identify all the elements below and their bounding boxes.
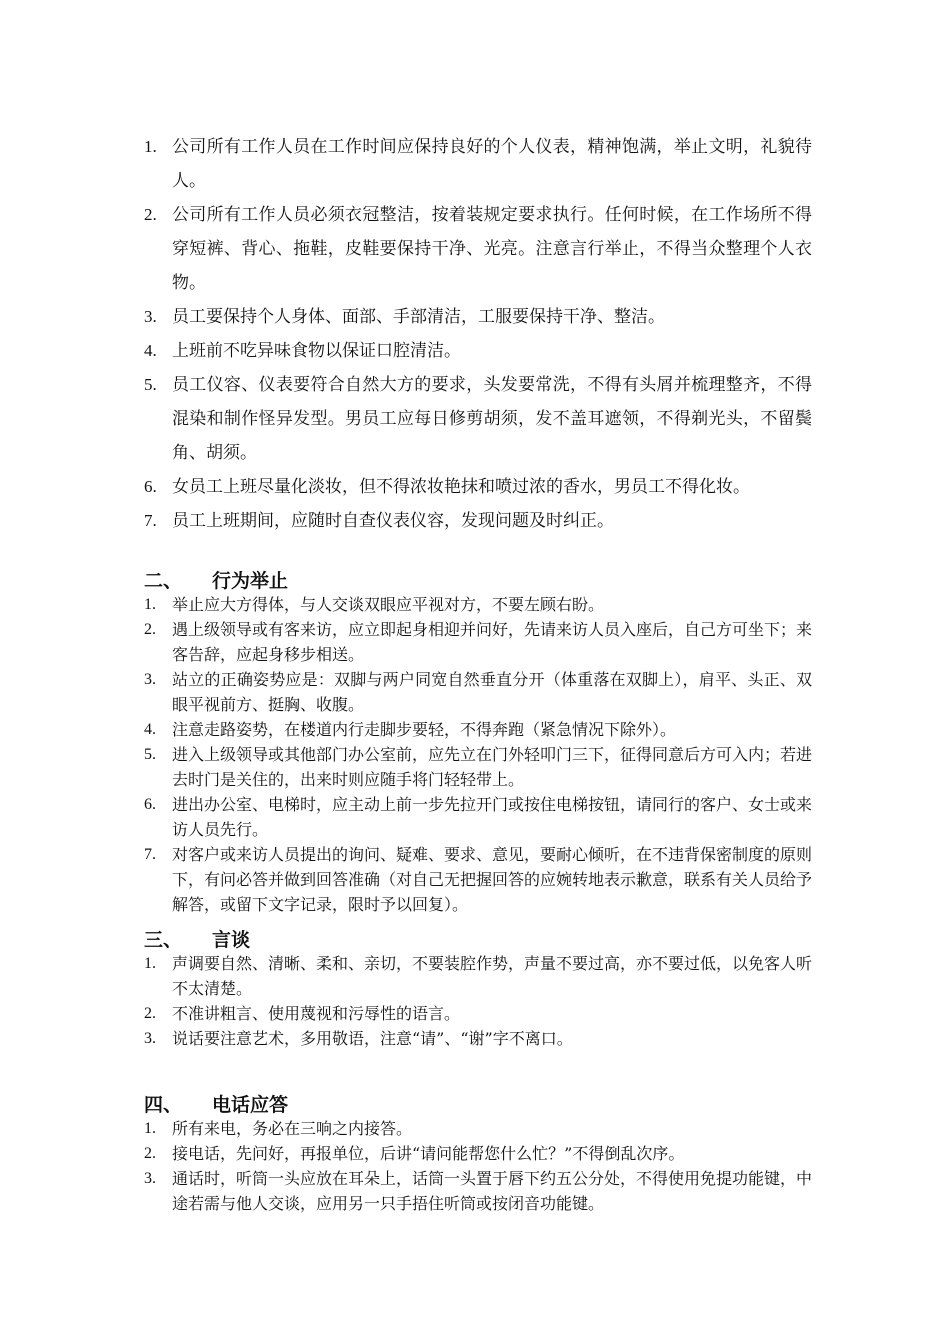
list-item [144, 470, 812, 504]
item-text: 女员工上班尽量化淡妆，但不得浓妆艳抹和喷过浓的香水，男员工不得化妆。 [172, 477, 750, 497]
section-number: 四、 [144, 1094, 183, 1116]
section-heading-speech [144, 927, 250, 953]
item-number: 2. [144, 1145, 156, 1162]
item-number: 1. [144, 1120, 156, 1137]
item-text: 进入上级领导或其他部门办公室前，应先立在门外轻叩门三下，征得同意后方可入内；若进去时门是关住的，出来时则应随手将门轻轻带上。 [172, 745, 813, 789]
item-number: 6. [144, 796, 156, 813]
item-text: 公司所有工作人员必须衣冠整洁，按着装规定要求执行。任何时候，在工作场所不得穿短裤、背心、拖鞋，皮鞋要保持干净、光亮。注意言行举止，不得当众整理个人衣物。 [172, 205, 812, 293]
speech-rules-list [144, 951, 812, 1051]
list-item [144, 1141, 812, 1166]
item-text: 所有来电，务必在三响之内接答。 [172, 1119, 413, 1138]
item-text: 注意走路姿势，在楼道内行走脚步要轻，不得奔跑（紧急情况下除外）。 [172, 720, 677, 739]
item-number: 3. [144, 1030, 156, 1047]
list-item [144, 617, 812, 667]
list-item [144, 717, 812, 742]
item-number: 5. [144, 746, 156, 763]
section-number: 二、 [144, 570, 183, 592]
section-title: 电话应答 [212, 1094, 289, 1116]
phone-rules-list [144, 1116, 812, 1216]
list-item [144, 300, 812, 334]
list-item [144, 742, 812, 792]
item-text: 声调要自然、清晰、柔和、亲切，不要装腔作势，声量不要过高，亦不要过低，以免客人听不太清楚。 [172, 954, 813, 998]
item-number: 3. [144, 307, 157, 326]
appearance-rules-list [144, 130, 812, 538]
item-number: 3. [144, 1170, 156, 1187]
item-number: 2. [144, 621, 156, 638]
list-item [144, 1166, 812, 1216]
section-heading-behavior [144, 568, 288, 594]
item-number: 1. [144, 596, 156, 613]
behavior-rules-list [144, 592, 812, 917]
list-item [144, 198, 812, 300]
item-number: 7. [144, 511, 157, 530]
item-text: 举止应大方得体，与人交谈双眼应平视对方，不要左顾右盼。 [172, 595, 605, 614]
item-text: 接电话，先问好，再报单位，后讲“请问能帮您什么忙？”不得倒乱次序。 [172, 1144, 685, 1163]
list-item [144, 592, 812, 617]
item-number: 5. [144, 375, 157, 394]
item-text: 通话时，听筒一头应放在耳朵上，话筒一头置于唇下约五公分处，不得使用免提功能键，中途若需与他人交谈，应用另一只手捂住听筒或按闭音功能键。 [172, 1169, 813, 1213]
list-item [144, 1001, 812, 1026]
item-text: 公司所有工作人员在工作时间应保持良好的个人仪表，精神饱满，举止文明，礼貌待人。 [172, 137, 812, 191]
list-item [144, 667, 812, 717]
list-item [144, 1026, 812, 1051]
item-number: 1. [144, 137, 157, 156]
list-item [144, 1116, 812, 1141]
item-number: 2. [144, 1005, 156, 1022]
item-text: 进出办公室、电梯时，应主动上前一步先拉开门或按住电梯按钮，请同行的客户、女士或来访人员先行。 [172, 795, 813, 839]
section-heading-phone [144, 1092, 288, 1118]
item-text: 上班前不吃异味食物以保证口腔清洁。 [172, 341, 461, 361]
section-number: 三、 [144, 929, 183, 951]
item-text: 员工上班期间，应随时自查仪表仪容，发现问题及时纠正。 [172, 511, 614, 531]
list-item [144, 334, 812, 368]
item-number: 4. [144, 341, 157, 360]
list-item [144, 130, 812, 198]
item-number: 3. [144, 671, 156, 688]
item-text: 说话要注意艺术，多用敬语，注意“请”、“谢”字不离口。 [172, 1029, 573, 1048]
list-item [144, 951, 812, 1001]
list-item [144, 842, 812, 917]
item-text: 对客户或来访人员提出的询问、疑难、要求、意见，要耐心倾听，在不违背保密制度的原则下，有问必答并做到回答准确（对自己无把握回答的应婉转地表示歉意，联系有关人员给予解答，或留下文字记录，限时予以回复）。 [172, 845, 813, 914]
item-number: 1. [144, 955, 156, 972]
section-title: 言谈 [212, 929, 251, 951]
list-item [144, 792, 812, 842]
item-text: 员工要保持个人身体、面部、手部清洁，工服要保持干净、整洁。 [172, 307, 665, 327]
item-number: 6. [144, 477, 157, 496]
item-text: 员工仪容、仪表要符合自然大方的要求，头发要常洗，不得有头屑并梳理整齐，不得混染和制作怪异发型。男员工应每日修剪胡须，发不盖耳遮领，不得剃光头，不留鬓角、胡须。 [172, 375, 812, 463]
list-item [144, 368, 812, 470]
item-text: 遇上级领导或有客来访，应立即起身相迎并问好，先请来访人员入座后，自己方可坐下；来客告辞，应起身移步相送。 [172, 620, 813, 664]
item-text: 站立的正确姿势应是：双脚与两户同宽自然垂直分开（体重落在双脚上），肩平、头正、双眼平视前方、挺胸、收腹。 [172, 670, 812, 714]
item-number: 2. [144, 205, 157, 224]
list-item [144, 504, 812, 538]
item-number: 4. [144, 721, 156, 738]
item-text: 不准讲粗言、使用蔑视和污辱性的语言。 [172, 1004, 461, 1023]
section-title: 行为举止 [212, 570, 289, 592]
item-number: 7. [144, 846, 156, 863]
